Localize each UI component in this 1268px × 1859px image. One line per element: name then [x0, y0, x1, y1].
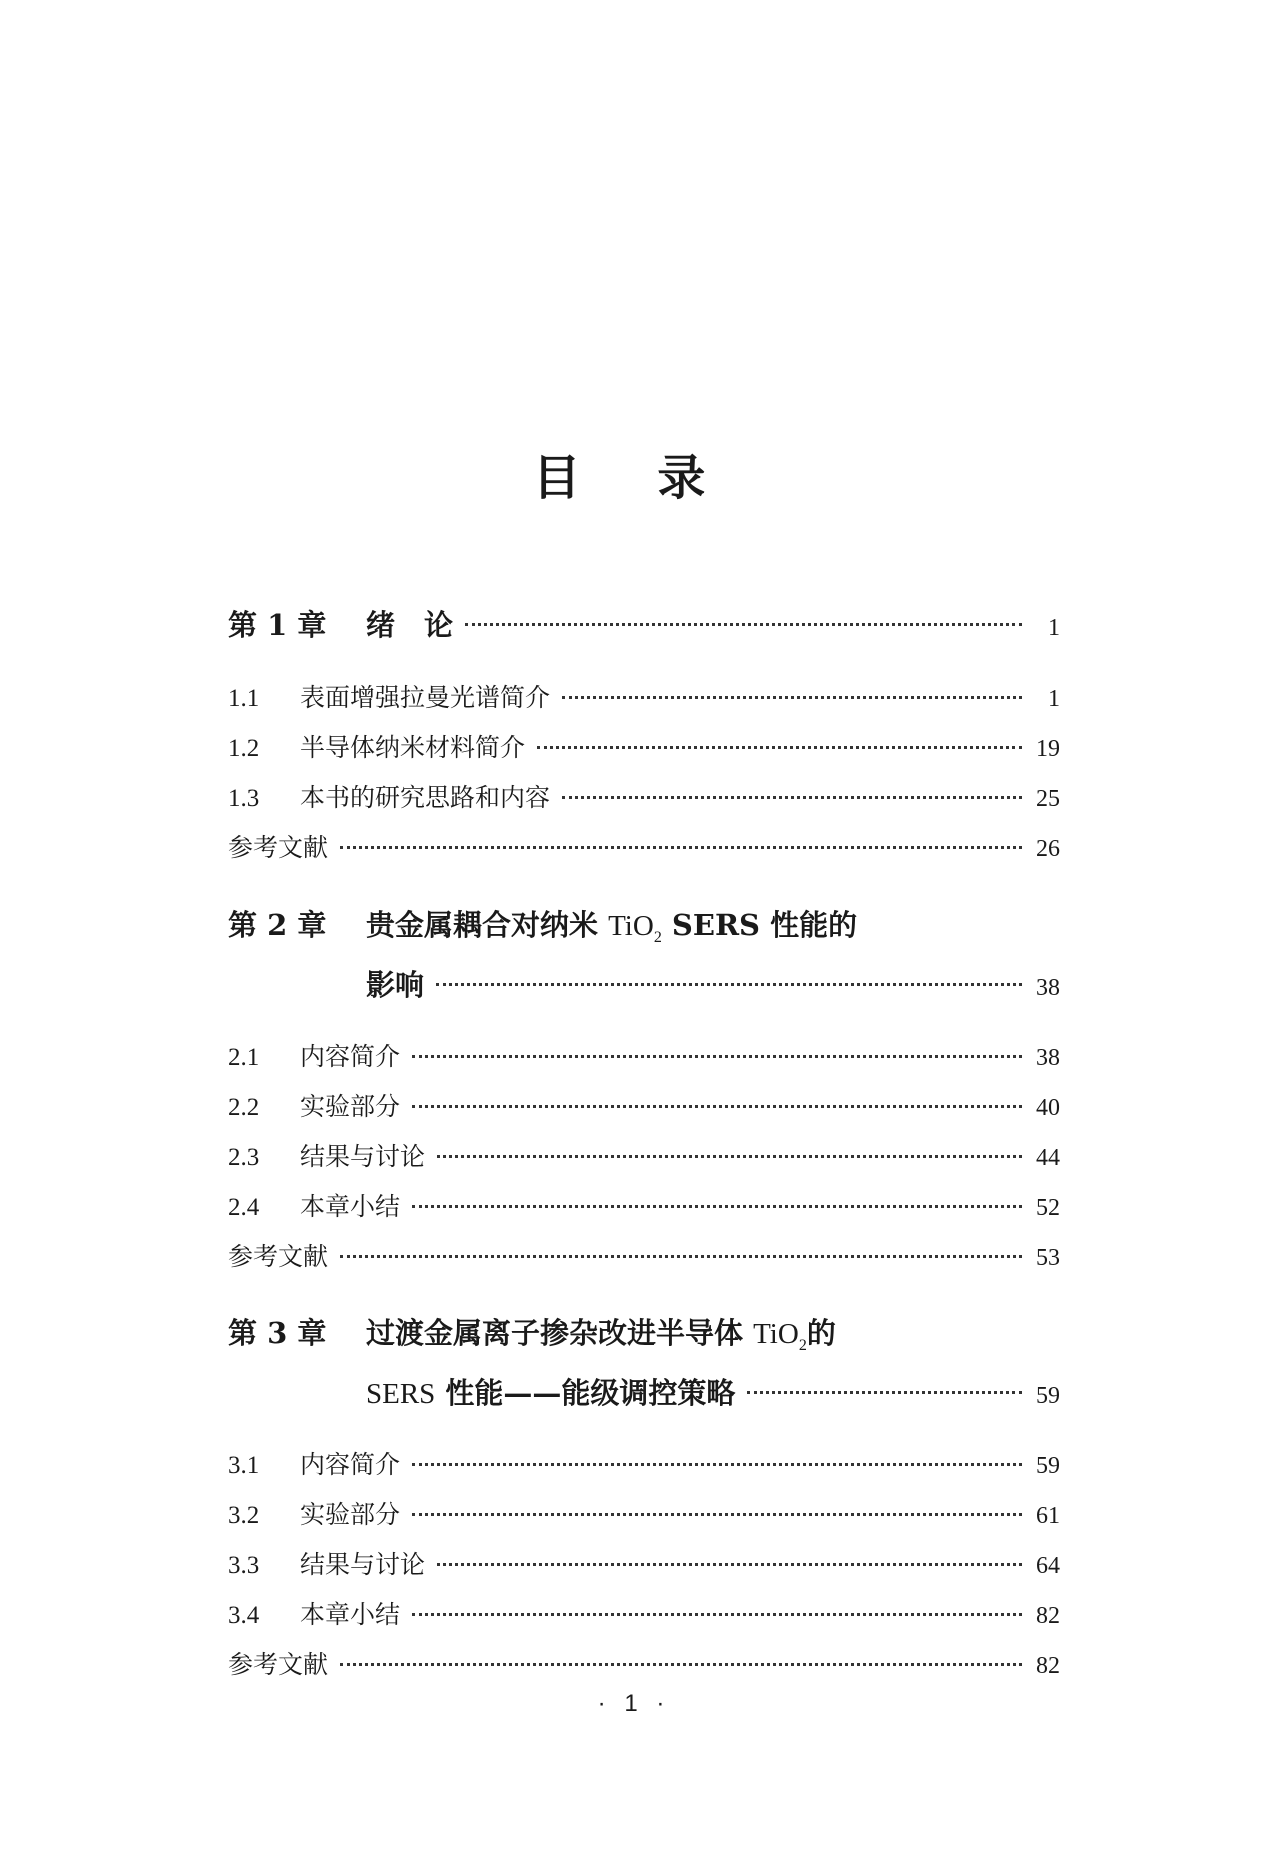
toc-section-2-3[interactable] [228, 1140, 1060, 1174]
page-number: 59 [1036, 1383, 1060, 1409]
page-number: 64 [1036, 1553, 1060, 1579]
chapter-title-subscript: 2 [653, 928, 662, 946]
section-title: 结果与讨论 [300, 1142, 426, 1171]
toc-references-1[interactable] [228, 831, 1060, 865]
dot-leader [340, 1663, 1022, 1666]
page-footer-number: · 1 · [597, 1690, 671, 1717]
dot-leader [465, 623, 1022, 626]
dot-leader [562, 796, 1022, 799]
chapter-title-formula: TiO [608, 910, 654, 942]
dot-leader [436, 983, 1022, 986]
section-title: 本章小结 [300, 1600, 401, 1629]
chapter-title-part: 的 [806, 1316, 836, 1350]
page-title: 目 录 [532, 450, 736, 506]
page-number: 82 [1036, 1603, 1060, 1629]
references-title: 参考文献 [228, 1650, 329, 1679]
dot-leader [412, 1513, 1022, 1516]
section-title: 内容简介 [300, 1042, 401, 1071]
chapter-number: 第 3 章 [228, 1316, 327, 1350]
section-number: 1.3 [228, 785, 260, 812]
chapter-title-part: 性能——能级调控策略 [435, 1376, 736, 1410]
section-number: 1.2 [228, 735, 260, 762]
toc-section-3-3[interactable] [228, 1548, 1060, 1582]
page-number: 38 [1036, 1045, 1060, 1071]
dot-leader [412, 1463, 1022, 1466]
page-number: 40 [1036, 1095, 1060, 1121]
section-number: 3.3 [228, 1552, 260, 1579]
toc-chapter-3-line-1[interactable] [228, 1313, 1060, 1353]
page-number: 82 [1036, 1653, 1060, 1679]
chapter-title [366, 905, 857, 958]
section-number: 3.2 [228, 1502, 260, 1529]
section-number: 2.2 [228, 1094, 260, 1121]
section-number: 2.3 [228, 1144, 260, 1171]
toc-section-3-4[interactable] [228, 1598, 1060, 1632]
toc-chapter-3-line-2[interactable] [228, 1373, 1060, 1413]
chapter-title: 绪 论 [366, 608, 454, 642]
page-number: 25 [1036, 786, 1060, 812]
dot-leader [412, 1205, 1022, 1208]
page-number: 26 [1036, 836, 1060, 862]
dot-leader [437, 1563, 1022, 1566]
toc-chapter-2-line-2[interactable] [228, 965, 1060, 1005]
dot-leader [747, 1391, 1022, 1394]
chapter-title-latin: SERS [366, 1378, 436, 1410]
toc-chapter-1[interactable] [228, 605, 1060, 645]
references-title: 参考文献 [228, 833, 329, 862]
section-number: 3.4 [228, 1602, 260, 1629]
toc-section-2-2[interactable] [228, 1090, 1060, 1124]
references-title: 参考文献 [228, 1242, 329, 1271]
chapter-number: 第 2 章 [228, 908, 327, 942]
toc-section-2-4[interactable] [228, 1190, 1060, 1224]
dot-leader [340, 1255, 1022, 1258]
section-title: 内容简介 [300, 1450, 401, 1479]
page-number: 59 [1036, 1453, 1060, 1479]
dot-leader [562, 696, 1022, 699]
section-number: 2.4 [228, 1194, 260, 1221]
chapter-title-part: 过渡金属离子掺杂改进半导体 [366, 1316, 754, 1350]
page-number: 61 [1036, 1503, 1060, 1529]
page-number: 52 [1036, 1195, 1060, 1221]
dot-leader [412, 1613, 1022, 1616]
section-number: 3.1 [228, 1452, 260, 1479]
toc-references-3[interactable] [228, 1648, 1060, 1682]
dot-leader [537, 746, 1022, 749]
toc-section-1-3[interactable] [228, 781, 1060, 815]
page-number: 19 [1036, 736, 1060, 762]
page-number: 1 [1048, 615, 1060, 641]
chapter-title [366, 1313, 836, 1366]
section-title: 半导体纳米材料简介 [300, 733, 526, 762]
page-number: 53 [1036, 1245, 1060, 1271]
toc-section-1-2[interactable] [228, 731, 1060, 765]
toc-section-2-1[interactable] [228, 1040, 1060, 1074]
chapter-title-part: SERS 性能的 [661, 908, 858, 942]
page-number: 1 [1048, 686, 1060, 712]
section-title: 实验部分 [300, 1500, 401, 1529]
page-number: 38 [1036, 975, 1060, 1001]
chapter-title-continued: 影响 [366, 968, 425, 1002]
chapter-title-formula: TiO [753, 1318, 799, 1350]
chapter-title-continued [228, 1373, 735, 1414]
section-title: 实验部分 [300, 1092, 401, 1121]
toc-section-1-1[interactable] [228, 681, 1060, 715]
page-number: 44 [1036, 1145, 1060, 1171]
toc-references-2[interactable] [228, 1240, 1060, 1274]
dot-leader [412, 1105, 1022, 1108]
dot-leader [412, 1055, 1022, 1058]
dot-leader [437, 1155, 1022, 1158]
toc-section-3-2[interactable] [228, 1498, 1060, 1532]
section-title: 表面增强拉曼光谱简介 [300, 683, 551, 712]
toc-section-3-1[interactable] [228, 1448, 1060, 1482]
section-title: 本章小结 [300, 1192, 401, 1221]
dot-leader [340, 846, 1022, 849]
chapter-number: 第 1 章 [228, 608, 327, 642]
section-number: 1.1 [228, 685, 260, 712]
toc-chapter-2-line-1[interactable] [228, 905, 1060, 945]
section-title: 结果与讨论 [300, 1550, 426, 1579]
section-title: 本书的研究思路和内容 [300, 783, 551, 812]
section-number: 2.1 [228, 1044, 260, 1071]
chapter-title-subscript: 2 [798, 1336, 807, 1354]
chapter-title-part: 贵金属耦合对纳米 [366, 908, 609, 942]
